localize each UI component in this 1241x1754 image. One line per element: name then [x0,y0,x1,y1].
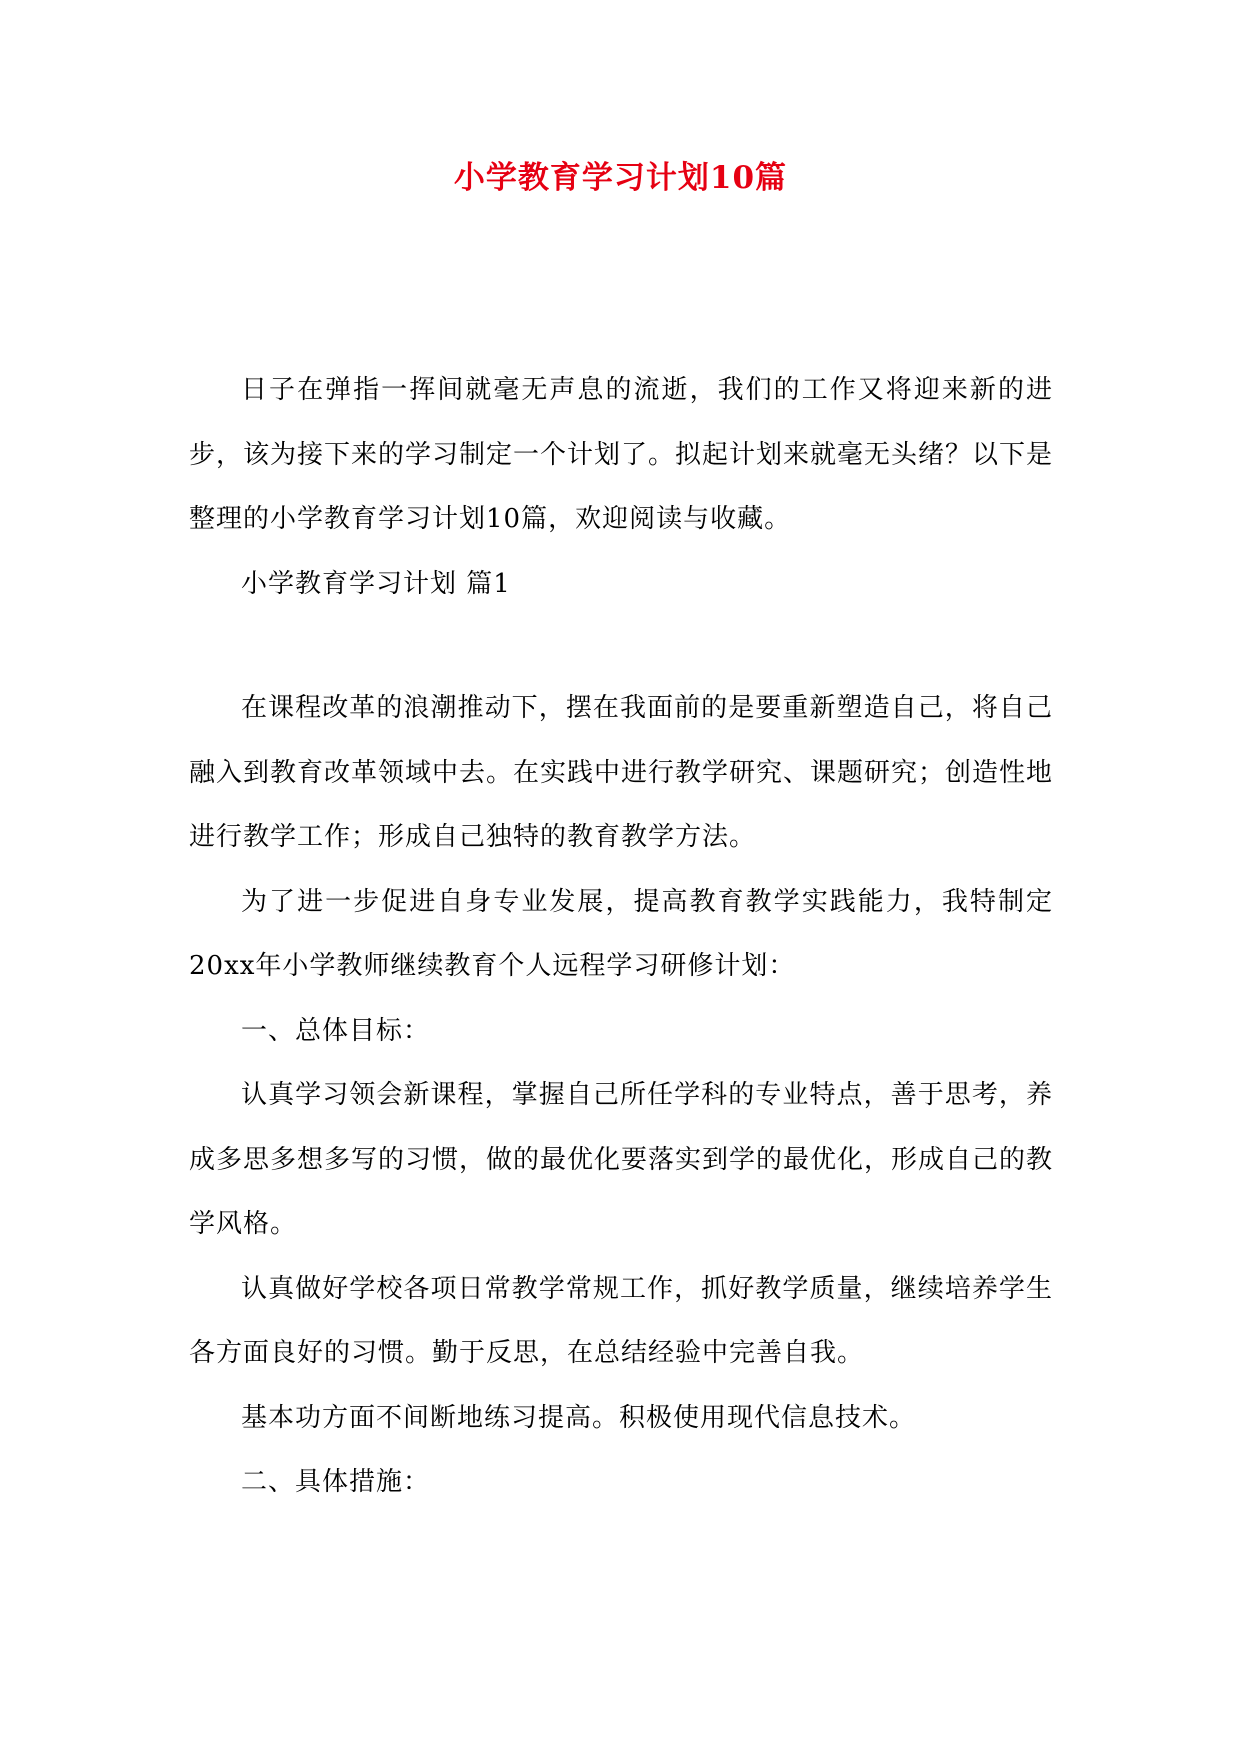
subheading-specific-measures: 二、具体措施： [241,1467,431,1497]
body-paragraph: 在课程改革的浪潮推动下，摆在我面前的是要重新塑造自己，将自己融入到教育改革领域中去。在实践中进行教学研究、课题研究；创造性地进行教学工作；形成自己独特的教育教学方法。 [189,693,1054,852]
document-title: 小学教育学习计划10篇 [453,160,788,196]
body-paragraph: 认真学习领会新课程，掌握自己所任学科的专业特点，善于思考，养成多思多想多写的习惯，做的最优化要落实到学的最优化，形成自己的教学风格。 [189,1080,1054,1239]
section-heading-part-1: 小学教育学习计划 篇1 [241,568,511,599]
intro-paragraph: 日子在弹指一挥间就毫无声息的流逝，我们的工作又将迎来新的进步，该为接下来的学习制定一个计划了。拟起计划来就毫无头绪？以下是整理的小学教育学习计划10篇，欢迎阅读与收藏。 [189,375,1054,534]
document-body [189,358,1053,1515]
subheading-overall-goal: 一、总体目标： [241,1015,431,1046]
body-paragraph: 基本功方面不间断地练习提高。积极使用现代信息技术。 [241,1402,917,1433]
body-paragraph: 为了进一步促进自身专业发展，提高教育教学实践能力，我特制定20xx年小学教师继续教育个人远程学习研修计划： [189,886,1053,981]
body-paragraph: 认真做好学校各项日常教学常规工作，抓好教学质量，继续培养学生各方面良好的习惯。勤于反思，在总结经验中完善自我。 [189,1273,1053,1368]
